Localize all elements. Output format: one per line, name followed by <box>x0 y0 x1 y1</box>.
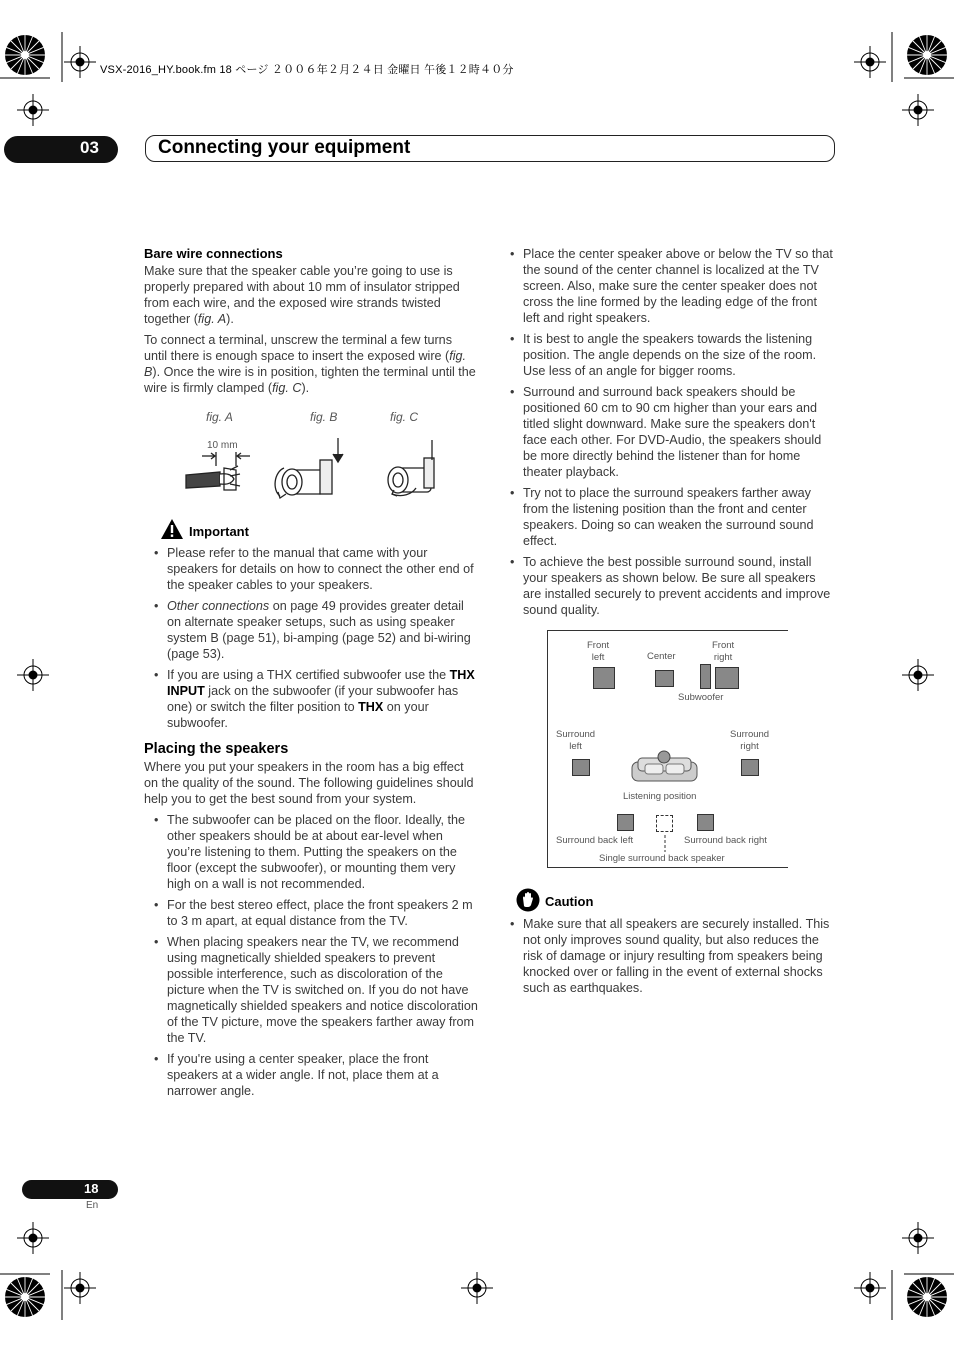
list-item: • To achieve the best possible surround sound, install your speakers as shown below. Be sure all speakers are installed securely to prevent accidents and improve sound quality. <box>508 554 834 618</box>
registration-mark-icon <box>17 1222 49 1254</box>
page-title: Connecting your equipment <box>158 137 411 158</box>
surround-back-left-speaker <box>617 814 634 831</box>
center-speaker <box>655 670 674 687</box>
fig-b-illustration <box>275 438 343 498</box>
list-item: • When placing speakers near the TV, we recommend using magnetically shielded speakers to prevent possible interference, such as discoloration of the picture when the TV is switched on. If you do not have magnetically shielded speakers and notice discoloration of the TV picture, move the speakers farther away from the TV. <box>144 934 478 1046</box>
subwoofer-label: Subwoofer <box>678 692 724 703</box>
right-list <box>508 246 834 618</box>
important-list <box>144 545 478 731</box>
center-label: Center <box>647 651 676 662</box>
fig-c-label: fig. C <box>390 410 419 424</box>
sofa-icon <box>631 750 698 783</box>
list-item: • Other connections on page 49 provides greater detail on alternate speaker setups, such as using speaker system B (page 51), bi-amping (page 52) and bi-wiring (page 53). <box>144 598 478 662</box>
stop-hand-icon <box>516 888 540 912</box>
registration-mark-icon <box>17 659 49 691</box>
single-surround-back-label: Single surround back speaker <box>599 853 725 864</box>
list-item: • Place the center speaker above or below the TV so that the sound of the center channel is localized at the TV screen. Also, make sure the center speaker does not cross the line formed by the leading edge of the front left and right speakers. <box>508 246 834 326</box>
front-right-label: Front right <box>712 640 735 663</box>
chapter-tab <box>4 136 118 163</box>
warning-triangle-icon <box>160 518 184 540</box>
registration-mark-icon <box>907 1277 947 1317</box>
page-number-tab <box>22 1180 118 1199</box>
surround-left-label: Surround left <box>556 729 596 752</box>
surround-right-label: Surround right <box>730 729 770 752</box>
front-left-speaker <box>593 667 615 689</box>
registration-mark-icon <box>902 94 934 126</box>
bare-wire-para-1: Make sure that the speaker cable you’re going to use is properly prepared with about 10 mm of insulator stripped from each wire, and the exposed wire strands twisted together (fig. A). <box>144 264 460 326</box>
registration-mark-icon <box>5 1277 45 1317</box>
wire-figures <box>180 430 450 505</box>
bare-wire-heading: Bare wire connections <box>144 246 283 261</box>
surround-back-right-speaker <box>697 814 714 831</box>
surround-left-speaker <box>572 759 590 776</box>
single-surround-back-speaker <box>656 815 673 832</box>
subwoofer-speaker <box>700 664 711 689</box>
fig-c-illustration <box>388 440 434 496</box>
list-item: • Surround and surround back speakers should be positioned 60 cm to 90 cm higher than your ears and titled slight downward. Make sure the speakers don't face each other. For DVD-Audio, the speakers should be more directly behind the listener than for home theater playback. <box>508 384 834 480</box>
bare-wire-section <box>144 246 478 401</box>
list-item: • Make sure that all speakers are securely installed. This not only improves sound quality, but also reduces the risk of damage or injury resulting from speakers being knocked over or falling in the event of external shocks such as earthquakes. <box>508 916 834 996</box>
list-item: • For the best stereo effect, place the front speakers 2 m to 3 m apart, at equal distance from the TV. <box>144 897 478 929</box>
measure-label: 10 mm <box>207 440 238 451</box>
print-header: VSX-2016_HY.book.fm 18 ページ ２００６年２月２４日 金曜日 午後１２時４０分 <box>100 64 514 76</box>
registration-mark-icon <box>17 94 49 126</box>
page-number: 18 <box>84 1181 99 1196</box>
registration-mark-icon <box>902 1222 934 1254</box>
listening-position-label: Listening position <box>623 791 697 802</box>
caution-list <box>508 916 834 996</box>
bare-wire-para-2: To connect a terminal, unscrew the terminal a few turns until there is enough space to insert the exposed wire (fig. B). Once the wire is in position, tighten the terminal until the wire is firmly clamped (fig. C). <box>144 333 476 395</box>
list-item: • Try not to place the surround speakers farther away from the listening position than the front and center speakers. Doing so can weaken the surround sound effect. <box>508 485 834 549</box>
front-left-label: Front left <box>587 640 610 663</box>
fig-a-illustration <box>186 452 250 490</box>
placing-list <box>144 812 478 1099</box>
front-right-speaker <box>715 667 739 689</box>
registration-mark-icon <box>64 1272 96 1304</box>
registration-mark-icon <box>5 35 45 75</box>
important-heading: Important <box>189 524 249 539</box>
surround-back-left-label: Surround back left <box>556 835 634 846</box>
placing-intro: Where you put your speakers in the room has a big effect on the quality of the sound. The following guidelines should help you to get the best sound from your system. <box>144 760 474 806</box>
registration-mark-icon <box>902 659 934 691</box>
surround-right-speaker <box>741 759 759 776</box>
right-column <box>508 246 834 623</box>
surround-back-right-label: Surround back right <box>684 835 767 846</box>
registration-mark-icon <box>907 35 947 75</box>
list-item: • If you're using a center speaker, place the front speakers at a wider angle. If not, place them at a narrower angle. <box>144 1051 478 1099</box>
speaker-diagram <box>547 630 788 868</box>
left-lower-column <box>144 545 478 1104</box>
caution-heading: Caution <box>545 894 594 909</box>
placing-heading: Placing the speakers <box>144 741 289 757</box>
registration-mark-icon <box>854 46 886 78</box>
list-item: • The subwoofer can be placed on the floor. Ideally, the other speakers should be at about ear-level when you’re listening to them. Putting the speakers on the floor (except the subwoofer), or mounting them very high on a wall is not recommended. <box>144 812 478 892</box>
list-item: • Please refer to the manual that came with your speakers for details on how to connect the other end of the speaker cables to your speakers. <box>144 545 478 593</box>
registration-mark-icon <box>461 1272 493 1304</box>
fig-b-label: fig. B <box>310 410 338 424</box>
list-item: • If you are using a THX certified subwoofer use the THX INPUT jack on the subwoofer (if your subwoofer has one) or switch the filter position to THX on your subwoofer. <box>144 667 478 731</box>
registration-mark-icon <box>64 46 96 78</box>
fig-a-label: fig. A <box>206 410 233 424</box>
chapter-number: 03 <box>80 138 99 157</box>
registration-mark-icon <box>854 1272 886 1304</box>
caution-section <box>508 916 834 1001</box>
page-language: En <box>86 1200 99 1211</box>
list-item: • It is best to angle the speakers towards the listening position. The angle depends on the size of the room. Use less of an angle for bigger rooms. <box>508 331 834 379</box>
